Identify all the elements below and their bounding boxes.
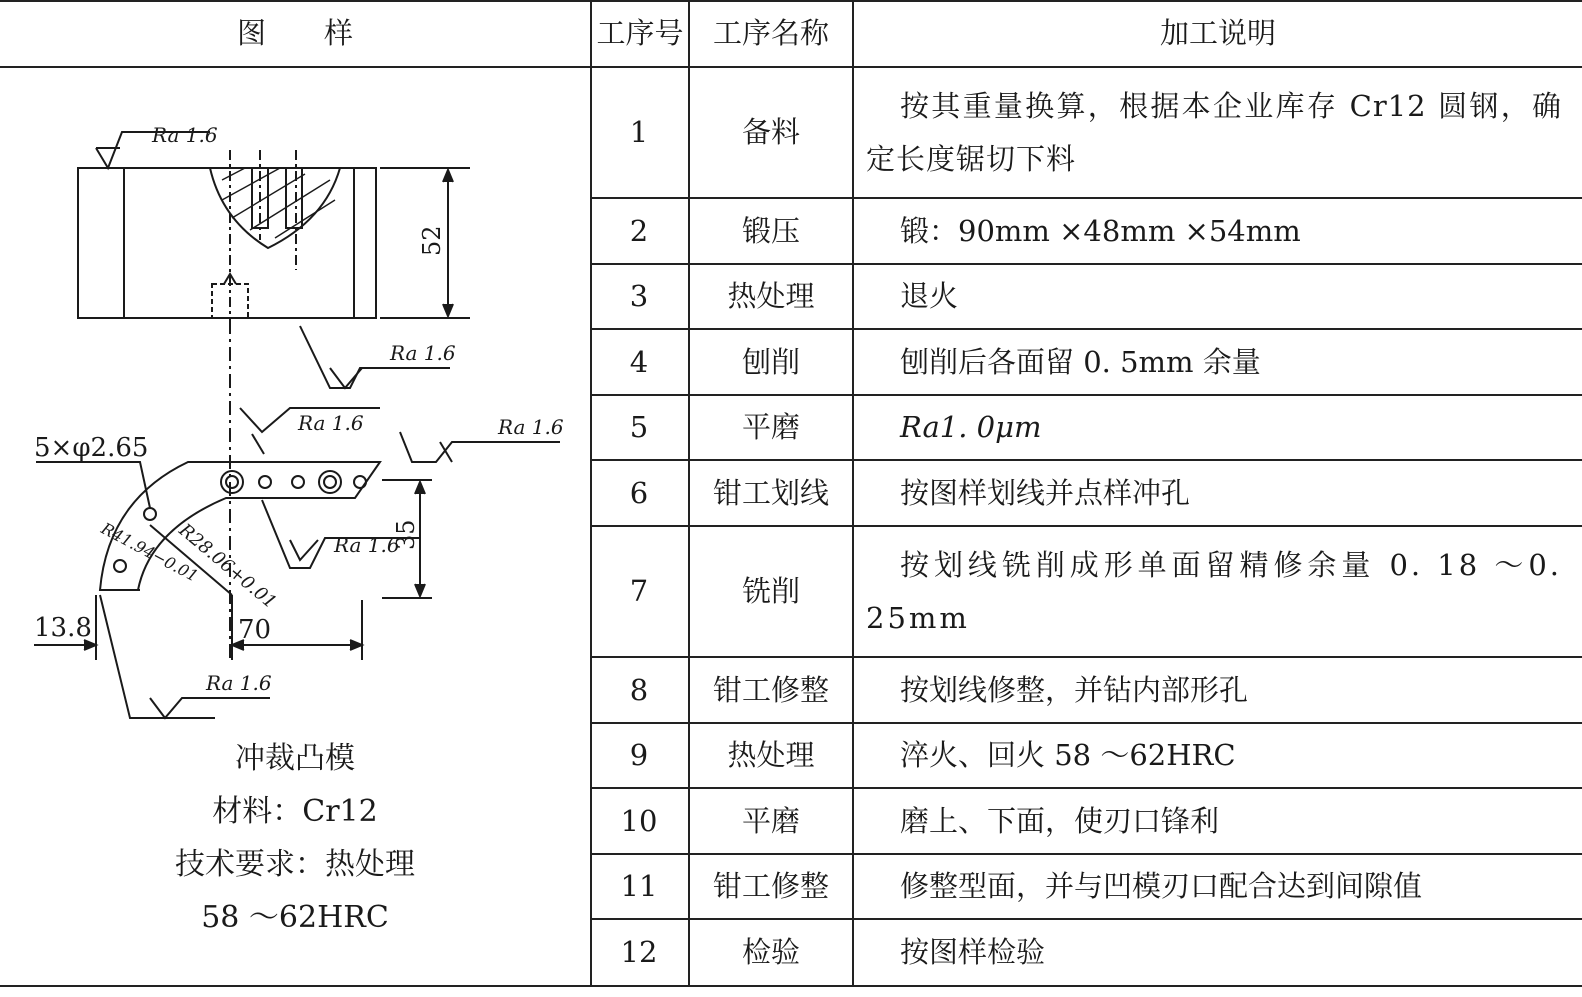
step-name: 钳工修整 xyxy=(712,869,829,904)
step-description: 按图样检验 xyxy=(900,935,1046,969)
step-description: 修整型面，并与凹模刃口配合达到间隙值 xyxy=(900,869,1423,903)
step-number: 6 xyxy=(629,475,649,510)
table-border-bottom xyxy=(0,985,1582,987)
step-number: 3 xyxy=(629,279,649,314)
step-name: 刨削 xyxy=(741,344,800,379)
dimension-radius-outer: R41.94−0.01 xyxy=(98,518,202,586)
step-number: 2 xyxy=(629,213,649,248)
step-description: 退火 xyxy=(900,279,959,313)
part-name: 冲裁凸模 xyxy=(235,741,355,776)
step-number: 4 xyxy=(629,344,649,379)
step-name: 铣削 xyxy=(741,574,800,609)
roughness-label: Ra 1.6 xyxy=(298,411,364,435)
step-name: 平磨 xyxy=(741,410,800,445)
dimension-70: 70 xyxy=(238,615,272,645)
roughness-label: Ra 1.6 xyxy=(390,341,456,365)
dimension-13-8: 13.8 xyxy=(34,613,92,643)
step-number: 5 xyxy=(629,410,649,445)
step-number: 12 xyxy=(620,935,658,970)
step-name: 钳工划线 xyxy=(712,475,829,510)
step-number: 8 xyxy=(629,672,649,707)
step-name: 备料 xyxy=(741,115,800,150)
step-description: 按划线铣削成形单面留精修余量 0. 18 ～0. 25mm xyxy=(866,547,1562,635)
step-number: 11 xyxy=(620,869,658,904)
hardness-spec: 58 ～62HRC xyxy=(201,900,389,935)
header-step-name: 工序名称 xyxy=(712,15,829,50)
step-description: 按划线修整，并钻内部形孔 xyxy=(900,672,1249,707)
dimension-52: 52 xyxy=(418,225,446,256)
step-number: 10 xyxy=(620,803,658,838)
step-name: 热处理 xyxy=(727,738,815,773)
column-divider-step-name xyxy=(852,0,854,987)
step-description: 按图样划线并点样冲孔 xyxy=(900,475,1191,510)
step-name: 热处理 xyxy=(727,279,815,314)
material-note: 材料：Cr12 xyxy=(212,794,378,829)
header-step-no: 工序号 xyxy=(596,15,684,50)
step-name: 锻压 xyxy=(741,213,800,248)
step-description: 磨上、下面，使刃口锋利 xyxy=(900,803,1220,838)
step-description: 刨削后各面留 0. 5mm 余量 xyxy=(900,344,1261,379)
roughness-label: Ra 1.6 xyxy=(152,123,218,147)
step-description: Ra1. 0μm xyxy=(900,410,1042,444)
dimension-radius-inner: R28.06+0.01 xyxy=(174,519,281,614)
step-number: 9 xyxy=(629,738,649,773)
step-number: 7 xyxy=(629,574,649,609)
step-number: 1 xyxy=(629,115,649,150)
dimension-35: 35 xyxy=(392,519,420,550)
step-description: 淬火、回火 58 ～62HRC xyxy=(900,738,1236,772)
roughness-label: Ra 1.6 xyxy=(334,533,400,557)
step-name: 检验 xyxy=(741,935,800,970)
roughness-label: Ra 1.6 xyxy=(206,671,272,695)
step-description: 按其重量换算，根据本企业库存 Cr12 圆钢，确定长度锯切下料 xyxy=(866,88,1562,176)
step-name: 平磨 xyxy=(741,803,800,838)
dimension-holes: 5×φ2.65 xyxy=(34,433,149,463)
header-description: 加工说明 xyxy=(1159,15,1276,50)
step-description: 锻：90mm ×48mm ×54mm xyxy=(900,213,1301,248)
roughness-label: Ra 1.6 xyxy=(498,415,564,439)
step-name: 钳工修整 xyxy=(712,672,829,707)
punch-technical-drawing xyxy=(0,70,590,730)
header-figure: 图 样 xyxy=(236,15,353,50)
technical-requirement: 技术要求：热处理 xyxy=(175,847,415,882)
